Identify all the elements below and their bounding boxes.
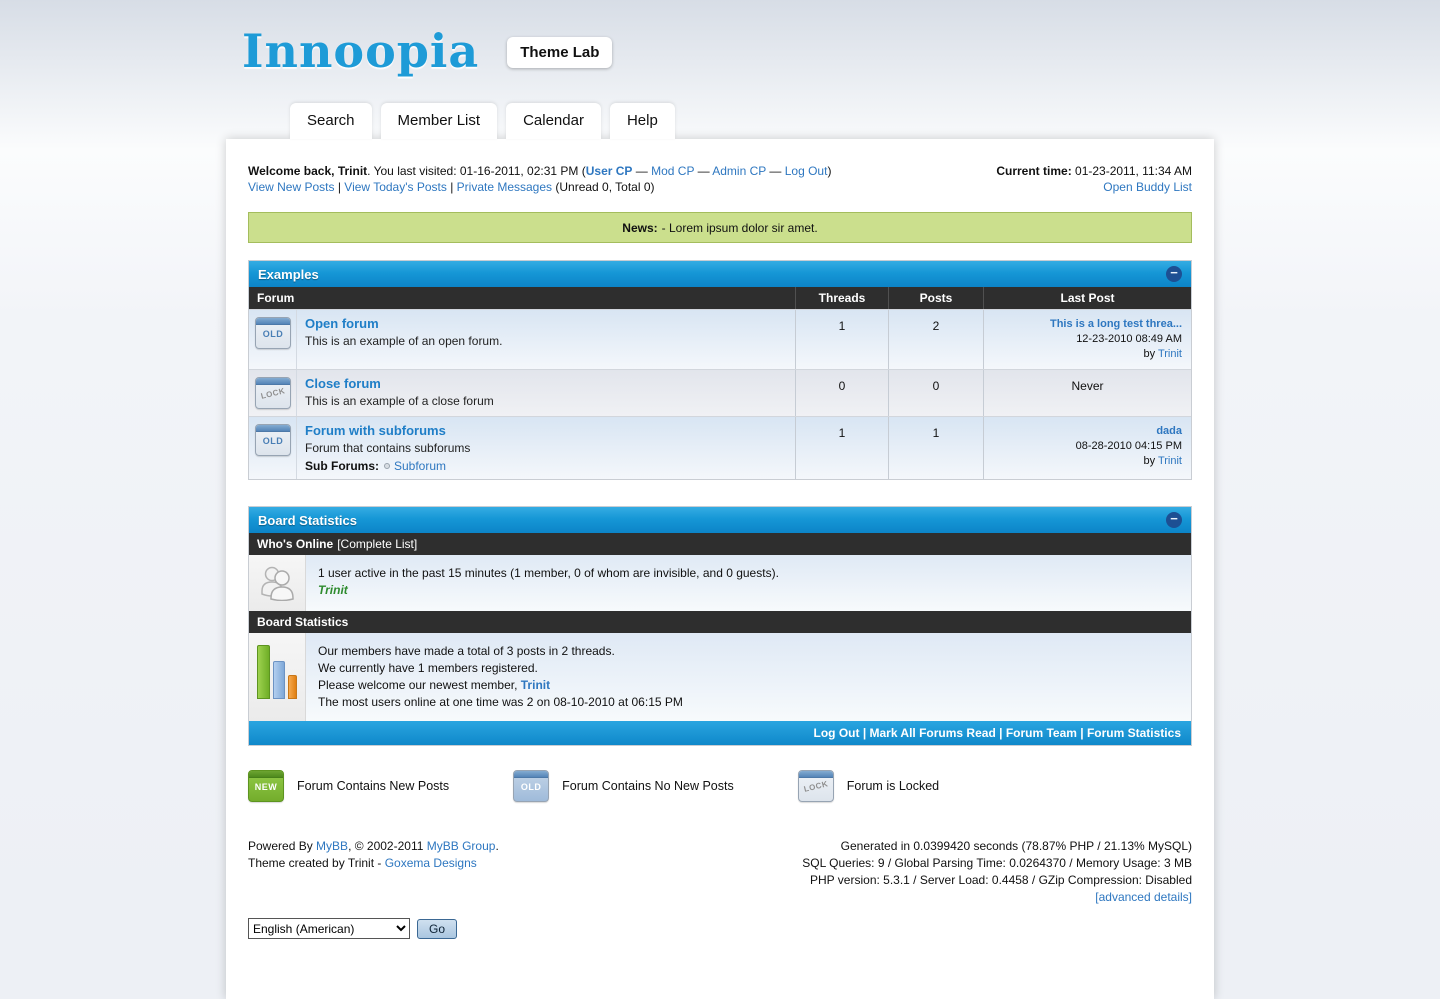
board-footer-bar: Log Out | Mark All Forums Read | Forum Team | Forum Statistics [249, 721, 1191, 745]
online-summary: 1 user active in the past 15 minutes (1 member, 0 of whom are invisible, and 0 guests). [318, 566, 779, 580]
subforum-link[interactable]: Subforum [394, 459, 447, 473]
log-out-footer-link[interactable]: Log Out [813, 726, 860, 740]
last-post-cell: This is a long test threa... 12-23-2010 08:49 AM by Trinit [983, 310, 1191, 369]
mark-all-read-link[interactable]: Mark All Forums Read [869, 726, 996, 740]
board-stats-bar [249, 611, 1191, 633]
theme-lab-badge: Theme Lab [507, 37, 612, 68]
legend-locked [798, 770, 939, 802]
page-footer [248, 838, 1192, 906]
stats-line: The most users online at one time was 2 on 08-10-2010 at 06:15 PM [318, 695, 683, 709]
table-row [249, 369, 1191, 416]
forum-icon-cell [249, 370, 297, 416]
board-statistics-title: Board Statistics [258, 512, 357, 528]
legend-label: Forum Contains No New Posts [562, 779, 734, 793]
footer-credits: Powered By MyBB, © 2002-2011 MyBB Group. Theme created by Trinit - Goxema Designs [248, 839, 499, 870]
forum-link[interactable]: Open forum [305, 316, 379, 331]
examples-section [248, 260, 1192, 480]
forum-link[interactable]: Close forum [305, 376, 381, 391]
content-box [226, 139, 1214, 999]
forum-cell [297, 310, 795, 369]
online-icon-cell [249, 555, 306, 611]
threads-count: 1 [795, 417, 888, 479]
footer-stats [802, 838, 1192, 906]
whos-online-bar [249, 533, 1191, 555]
stats-line: We currently have 1 members registered. [318, 661, 538, 675]
welcome-block [248, 163, 1192, 195]
language-select[interactable] [248, 918, 410, 939]
php-stats: PHP version: 5.3.1 / Server Load: 0.4458 / GZip Compression: Disabled [810, 873, 1192, 887]
collapse-icon[interactable]: − [1166, 266, 1182, 282]
view-todays-posts-link[interactable]: View Today's Posts [344, 180, 447, 194]
welcome-left: Welcome back, Trinit. You last visited: 01-16-2011, 02:31 PM (User CP — Mod CP — Admin CP — Log Out) View New Posts | View Today's Posts | Private Messages (Unread 0, Total 0) [248, 164, 832, 194]
last-post-date: 12-23-2010 08:49 AM [1076, 333, 1182, 345]
nav-tabs [290, 103, 1214, 139]
forum-legend [248, 770, 1192, 802]
last-post-author-link[interactable]: Trinit [1157, 455, 1182, 467]
last-post-cell: dada 08-28-2010 04:15 PM by Trinit [983, 417, 1191, 479]
last-post-date: 08-28-2010 04:15 PM [1075, 440, 1182, 452]
stats-line: Our members have made a total of 3 posts in 2 threads. [318, 644, 615, 658]
welcome-right [996, 163, 1192, 195]
legend-label: Forum is Locked [846, 779, 940, 793]
forum-link[interactable]: Forum with subforums [305, 423, 446, 438]
table-row [249, 416, 1191, 479]
complete-list-link[interactable]: [Complete List] [337, 537, 418, 551]
forum-cell [297, 417, 795, 479]
stats-icon-cell [249, 633, 306, 721]
open-buddy-list-link[interactable]: Open Buddy List [1103, 180, 1192, 194]
locked-forum-icon: LOCK [798, 770, 834, 802]
go-button[interactable]: Go [417, 919, 457, 939]
forum-description: This is an example of an open forum. [305, 334, 503, 348]
board-stats-row [249, 633, 1191, 721]
threads-count: 1 [795, 310, 888, 369]
forum-description: This is an example of a close forum [305, 394, 494, 408]
subforums-label: Sub Forums: [305, 459, 379, 473]
view-new-posts-link[interactable]: View New Posts [248, 180, 335, 194]
generated-stats: Generated in 0.0399420 seconds (78.87% PHP / 21.13% MySQL) [840, 839, 1192, 853]
site-logo[interactable]: Innoopia [242, 24, 480, 78]
log-out-link[interactable]: Log Out [784, 164, 828, 178]
tab-search[interactable]: Search [290, 103, 372, 139]
online-text [306, 555, 791, 611]
last-post-author-link[interactable]: Trinit [1157, 348, 1182, 360]
last-thread-link[interactable]: dada [1156, 425, 1182, 437]
col-last-post: Last Post [983, 287, 1191, 309]
examples-header [249, 261, 1191, 287]
forum-icon-cell [249, 417, 297, 479]
users-icon [260, 565, 294, 601]
advanced-details-link[interactable]: [advanced details] [1095, 890, 1192, 904]
site-header [226, 0, 1214, 78]
last-post-cell: Never [983, 370, 1191, 416]
table-row [249, 309, 1191, 369]
private-messages-link[interactable]: Private Messages [456, 180, 553, 194]
forum-cell [297, 370, 795, 416]
examples-title: Examples [258, 266, 319, 282]
board-statistics-header [249, 507, 1191, 533]
stats-text [306, 633, 695, 721]
mybb-group-link[interactable]: MyBB Group [426, 839, 496, 853]
posts-count: 2 [888, 310, 983, 369]
posts-count: 0 [888, 370, 983, 416]
board-statistics-section [248, 506, 1192, 746]
language-form [248, 918, 1192, 939]
sql-stats: SQL Queries: 9 / Global Parsing Time: 0.0264370 / Memory Usage: 3 MB [802, 856, 1192, 870]
current-time-label: Current time: [996, 164, 1072, 178]
forum-description: Forum that contains subforums [305, 441, 471, 455]
col-posts: Posts [888, 287, 983, 309]
subforum-bullet-icon [384, 463, 390, 469]
posts-count: 1 [888, 417, 983, 479]
whos-online-label: Who's Online [257, 537, 334, 551]
forum-icon-cell [249, 310, 297, 369]
welcome-greeting: Welcome back, Trinit [248, 164, 368, 178]
tab-member-list[interactable]: Member List [381, 103, 498, 139]
tab-help[interactable]: Help [610, 103, 675, 139]
subforums-line [305, 459, 787, 473]
current-time-value: 01-23-2011, 11:34 AM [1071, 164, 1192, 178]
newest-member-link[interactable]: Trinit [520, 678, 551, 692]
legend-no-new-posts [513, 770, 734, 802]
online-user-link[interactable]: Trinit [318, 583, 348, 597]
news-label: News: [622, 220, 658, 235]
bar-chart-icon [257, 643, 297, 699]
user-cp-link[interactable]: User CP [585, 164, 633, 178]
goxema-designs-link[interactable]: Goxema Designs [384, 856, 477, 870]
news-text: - Lorem ipsum dolor sir amet. [661, 220, 818, 235]
news-bar [248, 212, 1192, 243]
col-threads: Threads [795, 287, 888, 309]
forum-table-header [249, 287, 1191, 309]
mod-cp-link[interactable]: Mod CP [651, 164, 695, 178]
board-stats-label: Board Statistics [257, 615, 349, 629]
col-forum: Forum [257, 291, 295, 305]
whos-online-row [249, 555, 1191, 611]
tab-calendar[interactable]: Calendar [506, 103, 601, 139]
old-posts-icon: OLD [255, 317, 291, 349]
old-posts-icon: OLD [255, 424, 291, 456]
mybb-link[interactable]: MyBB [316, 839, 349, 853]
stats-line: Please welcome our newest member, Trinit [318, 678, 551, 692]
collapse-icon[interactable]: − [1166, 512, 1182, 528]
forum-team-link[interactable]: Forum Team [1005, 726, 1077, 740]
legend-new-posts [248, 770, 449, 802]
old-posts-icon: OLD [513, 770, 549, 802]
threads-count: 0 [795, 370, 888, 416]
forum-statistics-link[interactable]: Forum Statistics [1086, 726, 1181, 740]
page [226, 0, 1214, 999]
new-posts-icon: NEW [248, 770, 284, 802]
legend-label: Forum Contains New Posts [297, 779, 450, 793]
locked-forum-icon: LOCK [255, 377, 291, 409]
last-thread-link[interactable]: This is a long test threa... [1049, 318, 1182, 330]
admin-cp-link[interactable]: Admin CP [712, 164, 767, 178]
